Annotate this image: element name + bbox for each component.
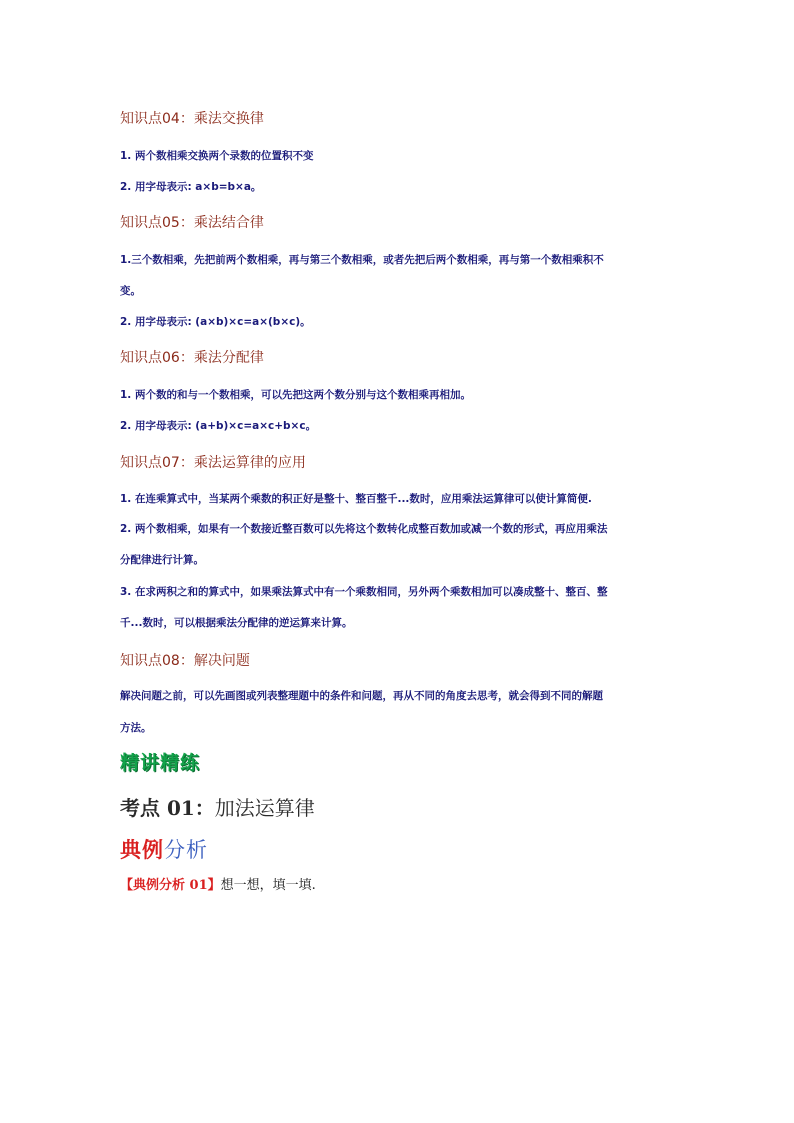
jingjiang-banner: 精讲精练 xyxy=(120,752,201,774)
section-05-line-2: 变。 xyxy=(120,285,141,297)
dianli-banner xyxy=(120,834,208,864)
section-heading-07: 知识点07：乘法运算律的应用 xyxy=(120,455,306,471)
section-08-line-1: 解决问题之前，可以先画图或列表整理题中的条件和问题，再从不同的角度去思考，就会得到不同的解题 xyxy=(120,690,603,702)
section-05-line-1: 1.三个数相乘，先把前两个数相乘，再与第三个数相乘，或者先把后两个数相乘，再与第一个数相乘积不 xyxy=(120,254,604,266)
section-heading-08: 知识点08：解决问题 xyxy=(120,653,250,669)
section-06-line-1: 1. 两个数的和与一个数相乘，可以先把这两个数分别与这个数相乘再相加。 xyxy=(120,389,471,401)
dianli-part2: 分析 xyxy=(164,838,208,862)
section-07-line-4: 3. 在求两积之和的算式中，如果乘法算式中有一个乘数相同，另外两个乘数相加可以凑成整十、整百、整 xyxy=(120,586,608,598)
section-heading-04: 知识点04：乘法交换律 xyxy=(120,111,264,127)
kaodian-title: 加法运算律 xyxy=(214,796,315,820)
kaodian-number: 考点 01： xyxy=(120,796,215,820)
section-06-line-2: 2. 用字母表示: (a+b)×c=a×c+b×c。 xyxy=(120,420,317,432)
section-04-line-2: 2. 用字母表示: a×b=b×a。 xyxy=(120,181,262,193)
example-line xyxy=(120,874,316,893)
section-05-line-3: 2. 用字母表示: (a×b)×c=a×(b×c)。 xyxy=(120,316,311,328)
example-text: 想一想，填一填. xyxy=(220,878,316,893)
section-07-line-5: 千...数时，可以根据乘法分配律的逆运算来计算。 xyxy=(120,617,353,629)
kaodian-heading xyxy=(120,792,315,821)
section-04-line-1: 1. 两个数相乘交换两个录数的位置积不变 xyxy=(120,150,314,162)
section-08-line-2: 方法。 xyxy=(120,722,152,734)
dianli-part1: 典例 xyxy=(120,837,164,862)
example-tag: 【典例分析 01】 xyxy=(120,878,221,893)
section-heading-05: 知识点05：乘法结合律 xyxy=(120,215,264,231)
section-07-line-1: 1. 在连乘算式中，当某两个乘数的积正好是整十、整百整千...数时，应用乘法运算律可以使计算简便. xyxy=(120,493,592,505)
section-07-line-3: 分配律进行计算。 xyxy=(120,554,204,566)
section-07-line-2: 2. 两个数相乘，如果有一个数接近整百数可以先将这个数转化成整百数加或减一个数的形式，再应用乘法 xyxy=(120,523,608,535)
section-heading-06: 知识点06：乘法分配律 xyxy=(120,350,264,366)
